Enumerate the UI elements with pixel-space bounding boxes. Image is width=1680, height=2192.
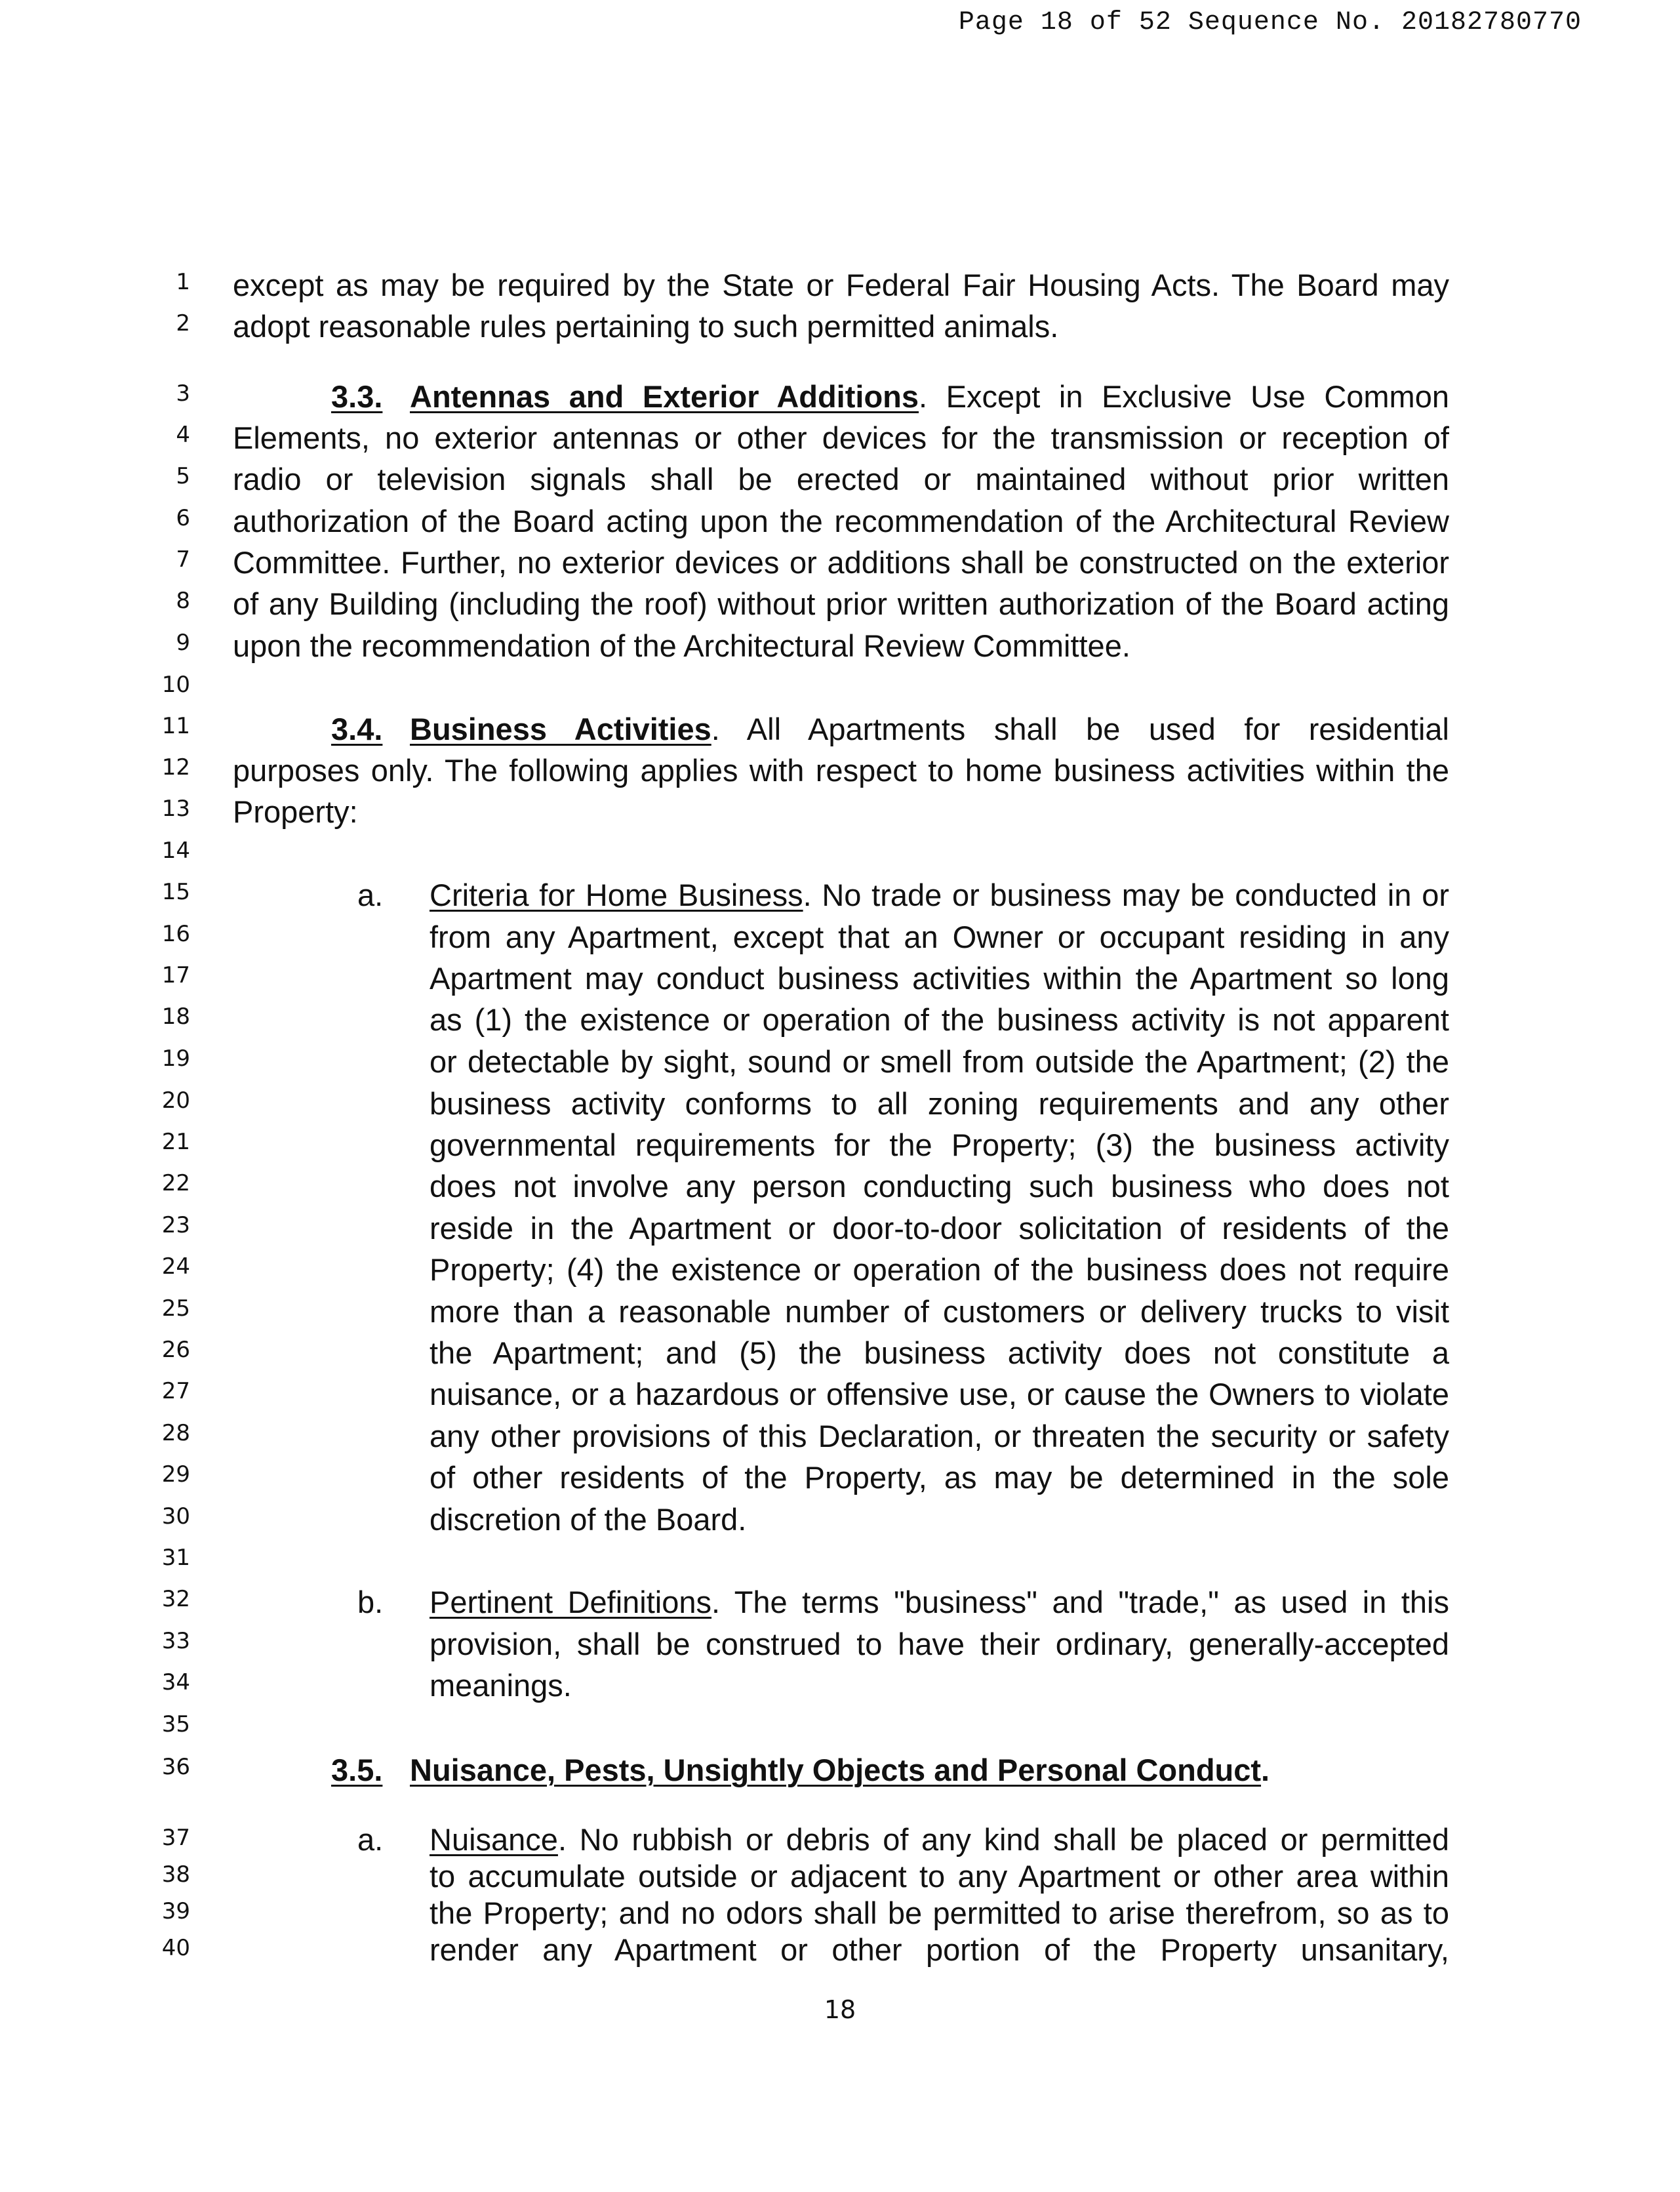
line-number: 23 xyxy=(161,1212,190,1238)
text-line: to accumulate outside or adjacent to any Apartment or other area within xyxy=(430,1859,1449,1894)
text-line: the Apartment; and (5) the business activity does not constitute a xyxy=(430,1335,1449,1370)
text-run: . No trade or business may be conducted in or xyxy=(803,878,1449,912)
line-number: 39 xyxy=(161,1898,190,1924)
text-line: the Property; and no odors shall be permitted to arise therefrom, so as to xyxy=(430,1896,1449,1930)
text-line: of other residents of the Property, as may be determined in the sole xyxy=(430,1460,1449,1495)
section-heading-line xyxy=(233,1752,1449,1788)
line-number: 24 xyxy=(161,1253,190,1280)
line-number: 30 xyxy=(161,1503,190,1530)
line-number: 28 xyxy=(161,1420,190,1446)
text-line: governmental requirements for the Property; (3) the business activity xyxy=(430,1127,1449,1162)
list-item-heading-line xyxy=(430,1821,1449,1857)
section-heading-line xyxy=(233,711,1449,747)
line-number: 29 xyxy=(161,1461,190,1488)
text-line: Elements, no exterior antennas or other devices for the transmission or reception of xyxy=(233,420,1449,455)
text-run: . The terms "business" and "trade," as used in this xyxy=(711,1585,1449,1619)
text-line: adopt reasonable rules pertaining to such permitted animals. xyxy=(233,309,1059,344)
line-number: 37 xyxy=(161,1825,190,1851)
line-number: 15 xyxy=(161,879,190,905)
list-item-title: Nuisance xyxy=(430,1822,558,1857)
text-line: Apartment may conduct business activities within the Apartment so long xyxy=(430,961,1449,996)
section-number: 3.5. xyxy=(331,1753,383,1787)
line-number: 21 xyxy=(161,1129,190,1155)
section-title: Antennas and Exterior Additions xyxy=(410,379,919,414)
section-title: Business Activities xyxy=(410,712,711,746)
text-line: does not involve any person conducting such business who does not xyxy=(430,1169,1449,1204)
line-number: 8 xyxy=(176,588,190,614)
line-number: 12 xyxy=(161,754,190,781)
line-number: 10 xyxy=(161,672,190,698)
section-heading-line xyxy=(233,378,1449,415)
line-number: 1 xyxy=(176,269,190,295)
section-title: Nuisance, Pests, Unsightly Objects and Personal Conduct xyxy=(410,1753,1262,1787)
text-line: as (1) the existence or operation of the business activity is not apparent xyxy=(430,1002,1449,1037)
page-header: Page 18 of 52 Sequence No. 20182780770 xyxy=(958,8,1582,37)
line-number: 2 xyxy=(176,310,190,336)
text-line: Committee. Further, no exterior devices or additions shall be constructed on the exterior xyxy=(233,545,1449,580)
line-number: 4 xyxy=(176,422,190,448)
text-line: discretion of the Board. xyxy=(430,1502,747,1537)
line-number: 34 xyxy=(161,1669,190,1695)
text-line: Property: xyxy=(233,794,358,829)
section-number: 3.3. xyxy=(331,379,383,414)
text-line: any other provisions of this Declaration, or threaten the security or safety xyxy=(430,1419,1449,1453)
list-item-heading-line xyxy=(430,877,1449,913)
list-item-title: Criteria for Home Business xyxy=(430,878,803,912)
page-number: 18 xyxy=(824,1995,856,2024)
line-number: 16 xyxy=(161,921,190,947)
line-number: 40 xyxy=(161,1935,190,1961)
line-number: 14 xyxy=(161,838,190,864)
list-marker: b. xyxy=(357,1585,384,1619)
text-line: business activity conforms to all zoning requirements and any other xyxy=(430,1086,1449,1121)
text-line: or detectable by sight, sound or smell from outside the Apartment; (2) the xyxy=(430,1044,1449,1079)
line-number: 38 xyxy=(161,1861,190,1888)
section-number: 3.4. xyxy=(331,712,383,746)
line-number: 7 xyxy=(176,546,190,573)
text-line: purposes only. The following applies with respect to home business activities within the xyxy=(233,753,1449,788)
line-number: 17 xyxy=(161,962,190,988)
text-line: upon the recommendation of the Architectural Review Committee. xyxy=(233,628,1130,663)
line-number: 3 xyxy=(176,380,190,407)
text-line: from any Apartment, except that an Owner or occupant residing in any xyxy=(430,920,1449,954)
text-line: nuisance, or a hazardous or offensive use, or cause the Owners to violate xyxy=(430,1377,1449,1411)
text-line: provision, shall be construed to have their ordinary, generally-accepted xyxy=(430,1627,1449,1661)
line-number: 13 xyxy=(161,796,190,822)
line-number: 27 xyxy=(161,1378,190,1404)
line-number: 9 xyxy=(176,630,190,656)
text-line: Property; (4) the existence or operation of the business does not require xyxy=(430,1252,1449,1287)
list-marker: a. xyxy=(357,1822,384,1857)
text-line: except as may be required by the State or Federal Fair Housing Acts. The Board may xyxy=(233,268,1449,302)
line-number: 6 xyxy=(176,505,190,531)
text-line: more than a reasonable number of customers or delivery trucks to visit xyxy=(430,1294,1449,1329)
line-number: 18 xyxy=(161,1004,190,1030)
line-number: 31 xyxy=(161,1545,190,1571)
text-run: . Except in Exclusive Use Common xyxy=(919,379,1449,414)
text-run: . All Apartments shall be used for residential xyxy=(711,712,1449,746)
line-number: 11 xyxy=(161,713,190,739)
line-number: 25 xyxy=(161,1295,190,1322)
list-item-title: Pertinent Definitions xyxy=(430,1585,712,1619)
line-number: 26 xyxy=(161,1337,190,1363)
line-number: 36 xyxy=(161,1754,190,1780)
text-run: . xyxy=(1261,1753,1270,1787)
text-line: meanings. xyxy=(430,1668,572,1703)
line-number: 20 xyxy=(161,1087,190,1114)
line-number: 35 xyxy=(161,1711,190,1737)
line-number: 19 xyxy=(161,1045,190,1072)
line-number: 33 xyxy=(161,1628,190,1654)
list-item-heading-line xyxy=(430,1584,1449,1620)
text-line: radio or television signals shall be erected or maintained without prior written xyxy=(233,462,1449,497)
text-line: render any Apartment or other portion of the Property unsanitary, xyxy=(430,1932,1449,1967)
line-number: 32 xyxy=(161,1586,190,1612)
line-number: 5 xyxy=(176,463,190,489)
text-line: of any Building (including the roof) without prior written authorization of the Board acting xyxy=(233,586,1449,621)
list-marker: a. xyxy=(357,878,384,912)
line-number: 22 xyxy=(161,1170,190,1196)
text-line: authorization of the Board acting upon the recommendation of the Architectural Review xyxy=(233,504,1449,538)
text-run: . No rubbish or debris of any kind shall be placed or permitted xyxy=(557,1822,1449,1857)
text-line: reside in the Apartment or door-to-door solicitation of residents of the xyxy=(430,1211,1449,1246)
